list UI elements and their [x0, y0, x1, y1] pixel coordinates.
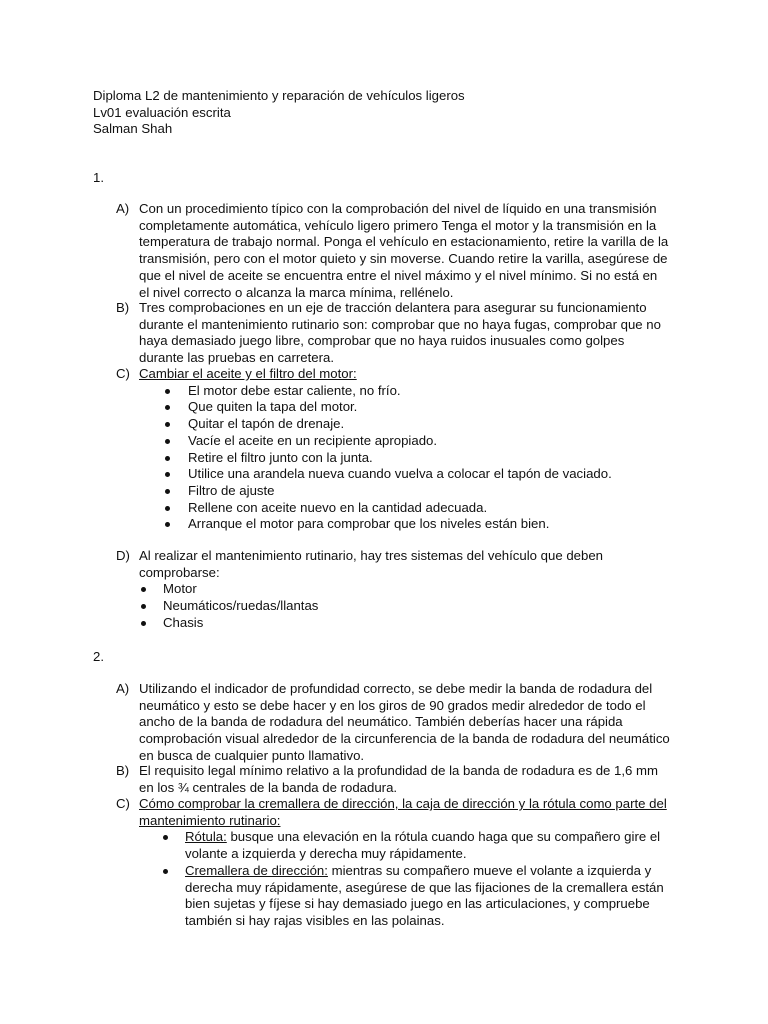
question-2a — [116, 681, 671, 765]
item-label: B) — [116, 763, 130, 778]
description: mientras su compañero mueve el volante a izquierda y derecha muy rápidamente, asegúrese de que las fijaciones de la cremallera están bien sujetas y fíjese si hay demasiado juego en las articulaciones, y compruebe también si hay rajas visibles en las polainas. — [185, 862, 664, 928]
list-item: Utilice una arandela nueva cuando vuelva a colocar el tapón de vaciado. — [188, 466, 671, 483]
section-title: Cambiar el aceite y el filtro del motor: — [139, 366, 357, 381]
steering-check-list — [185, 829, 671, 929]
list-item: Motor — [163, 581, 671, 598]
question-1c — [116, 366, 671, 533]
answer-text: Al realizar el mantenimiento rutinario, hay tres sistemas del vehículo que deben comprobarse: — [139, 548, 604, 580]
list-item: Rellene con aceite nuevo en la cantidad adecuada. — [188, 500, 671, 517]
item-label: C) — [116, 796, 130, 811]
list-item: Vacíe el aceite en un recipiente apropiado. — [188, 433, 671, 450]
answer-text: Tres comprobaciones en un eje de tracción delantera para asegurar su funcionamiento durante el mantenimiento rutinario son: comprobar que no haya fugas, comprobar que no haya demasiado juego libre, comprobar que no haya ruidos inusuales como golpes durante las pruebas en carretera. — [139, 300, 661, 366]
document-header — [93, 88, 465, 138]
question-1a — [116, 201, 671, 301]
question-2c — [116, 796, 671, 930]
list-item — [185, 829, 671, 862]
list-item: Retire el filtro junto con la junta. — [188, 450, 671, 467]
item-label: C) — [116, 366, 130, 381]
question-1b — [116, 300, 671, 367]
item-label: D) — [116, 548, 130, 563]
term: Rótula: — [185, 829, 227, 845]
term: Cremallera de dirección: — [185, 862, 328, 878]
vehicle-systems-list — [163, 581, 671, 631]
item-label: B) — [116, 300, 130, 315]
list-item: Chasis — [163, 615, 671, 632]
question-1-number: 1. — [93, 170, 104, 185]
list-item: Neumáticos/ruedas/llantas — [163, 598, 671, 615]
list-item: Filtro de ajuste — [188, 483, 671, 500]
list-item: Arranque el motor para comprobar que los niveles están bien. — [188, 516, 671, 533]
list-item: Quitar el tapón de drenaje. — [188, 416, 671, 433]
student-name: Salman Shah — [93, 121, 173, 137]
answer-text: Utilizando el indicador de profundidad correcto, se debe medir la banda de rodadura del neumático y esto se debe hacer y en los giros de 90 grados medir alrededor de todo el ancho de la banda de rodadura del neumático. También deberías hacer una rápida comprobación visual alrededor de la circunferencia de la banda de rodadura del neumático en busca de cualquier punto llamativo. — [139, 681, 670, 763]
question-2b — [116, 763, 671, 796]
list-item — [185, 863, 671, 930]
item-label: A) — [116, 681, 130, 696]
evaluation-title: Lv01 evaluación escrita — [93, 104, 231, 120]
description: busque una elevación en la rótula cuando haga que su compañero gire el volante a izquierda y derecha muy rápidamente. — [185, 829, 661, 862]
list-item: Que quiten la tapa del motor. — [188, 399, 671, 416]
list-item: El motor debe estar caliente, no frío. — [188, 383, 671, 400]
oil-change-steps — [188, 383, 671, 533]
question-1d — [116, 548, 671, 632]
section-title: Cómo comprobar la cremallera de dirección, la caja de dirección y la rótula como parte del mantenimiento rutinario: — [139, 796, 667, 828]
item-label: A) — [116, 201, 130, 216]
answer-text: Con un procedimiento típico con la comprobación del nivel de líquido en una transmisión completamente automática, vehículo ligero primero Tenga el motor y la transmisión en la temperatura de trabajo normal. Ponga el vehículo en estacionamiento, retire la varilla de la transmisión, pero con el motor quieto y sin moverse. Cuando retire la varilla, asegúrese de que el nivel de aceite se encuentra entre el nivel máximo y el nivel mínimo. Si no está en el nivel correcto o alcanza la marca mínima, rellénelo. — [139, 201, 669, 300]
course-title: Diploma L2 de mantenimiento y reparación de vehículos ligeros — [93, 88, 465, 103]
answer-text: El requisito legal mínimo relativo a la profundidad de la banda de rodadura es de 1,6 mm en los ¾ centrales de la banda de rodadura. — [139, 763, 659, 795]
question-2-number: 2. — [93, 649, 104, 664]
